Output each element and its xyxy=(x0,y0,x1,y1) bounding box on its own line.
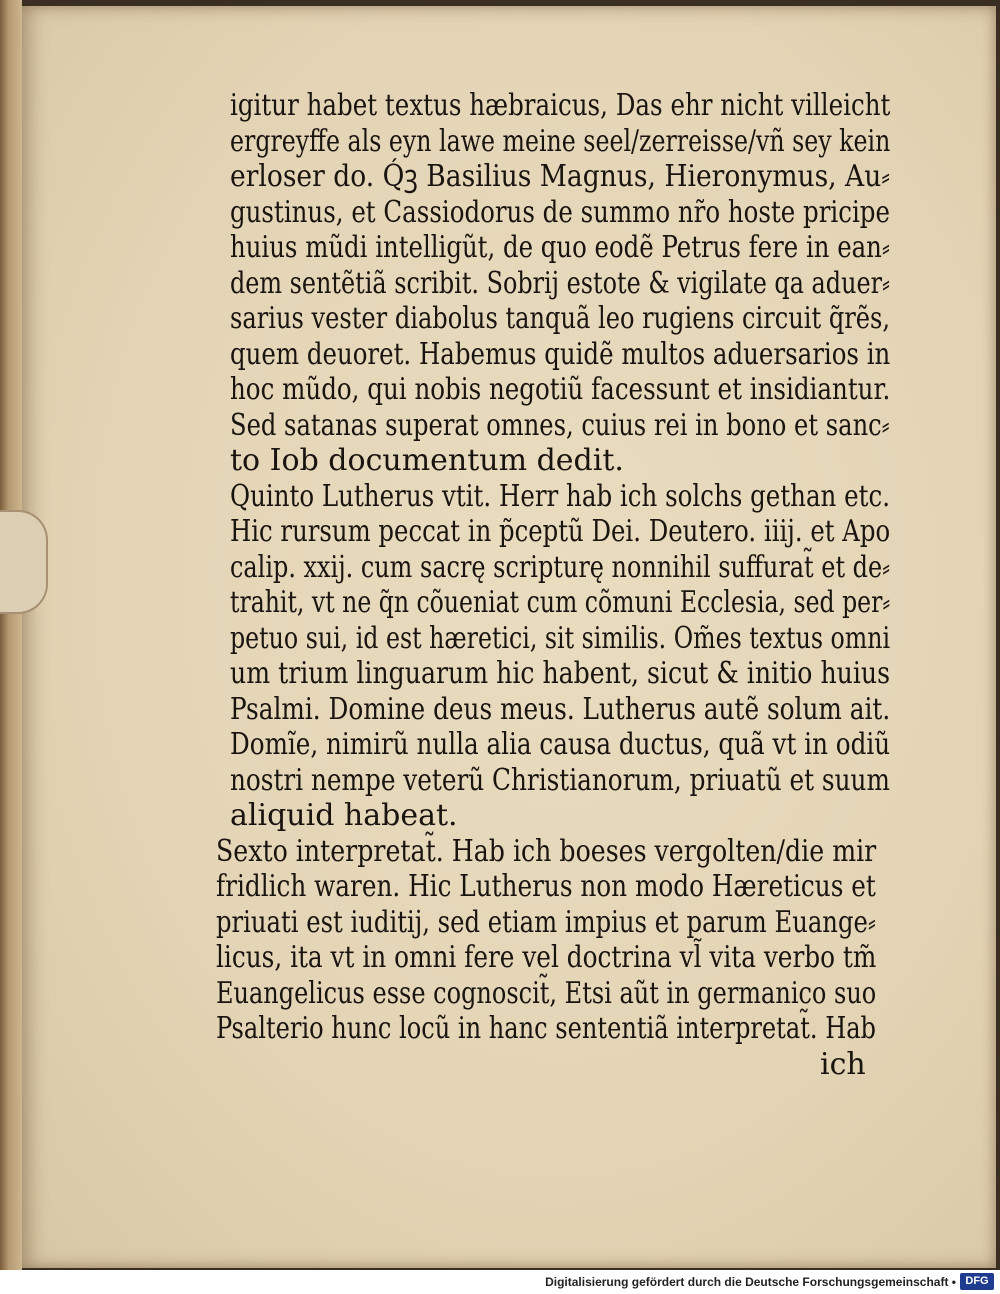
text-line: quem deuoret. Habemus quidẽ multos aduersarios in xyxy=(230,336,891,372)
text-line: aliquid habeat. xyxy=(230,798,458,833)
text-line: Psalterio hunc locũ in hanc sententiã interpretat̃. Hab xyxy=(216,1011,876,1046)
page-tab-marker xyxy=(0,510,48,614)
digitization-credit: Digitalisierung gefördert durch die Deutsche Forschungsgemeinschaft • xyxy=(545,1275,956,1289)
text-line: Euangelicus esse cognoscit̃, Etsi aũt in germanico suo xyxy=(216,975,877,1011)
footer-bar xyxy=(0,1270,1000,1294)
text-line: Psalmi. Domine deus meus. Lutherus autẽ solum ait. xyxy=(230,691,891,727)
text-line: um trium linguarum hic habent, sicut & initio huius xyxy=(230,656,891,691)
text-line: Domĩe, nimirũ nulla alia causa ductus, quã vt in odiũ xyxy=(230,727,891,762)
book-binding-edge xyxy=(0,0,22,1270)
text-line: petuo sui, id est hæretici, sit similis. Om̃es textus omni xyxy=(230,620,891,656)
text-line: hoc mũdo, qui nobis negotiũ facessunt et insidiantur. xyxy=(230,372,891,407)
text-line: to Iob documentum dedit. xyxy=(230,443,624,478)
text-line: ergreyffe als eyn lawe meine seel/zerreisse/vñ sey kein xyxy=(230,123,891,159)
dfg-logo: DFG xyxy=(960,1273,994,1290)
text-line: erloser do. Q́ꝫ Basilius Magnus, Hieronymus, Au⸗ xyxy=(230,159,891,194)
text-line: Sed satanas superat omnes, cuius rei in bono et sanc⸗ xyxy=(230,407,890,443)
text-line: sarius vester diabolus tanquã leo rugiens circuit q̃rẽs, xyxy=(230,301,891,336)
text-line: licus, ita vt in omni fere vel doctrina vl̃ vita verbo tm̃ xyxy=(216,940,877,975)
catchword: ich xyxy=(820,1046,866,1082)
text-line: calip. xxij. cum sacrę scripturę nonnihil suffurat̃ et de⸗ xyxy=(230,549,891,585)
text-line: Hic rursum peccat in p̃ceptũ Dei. Deutero. iiij. et Apo xyxy=(230,514,891,549)
page-text-block xyxy=(22,6,996,1268)
text-line: igitur habet textus hæbraicus, Das ehr nicht villeicht xyxy=(230,88,891,123)
text-line: priuati est iuditij, sed etiam impius et parum Euange⸗ xyxy=(216,904,876,940)
text-line: dem sentẽtiã scribit. Sobrij estote & vigilate qa aduer⸗ xyxy=(230,265,890,301)
text-line: fridlich waren. Hic Lutherus non modo Hæreticus et xyxy=(216,869,876,904)
book-page xyxy=(22,6,996,1268)
text-line: Sexto interpretat̃. Hab ich boeses vergolten/die mir xyxy=(216,833,877,869)
text-line: huius mũdi intelligũt, de quo eodẽ Petrus fere in ean⸗ xyxy=(230,230,891,265)
text-line: gustinus, et Cassiodorus de summo nr̃o hoste pricipe xyxy=(230,194,890,230)
text-line: nostri nempe veterũ Christianorum, priuatũ et suum xyxy=(230,762,890,798)
text-line: Quinto Lutherus vtit. Herr hab ich solchs gethan etc. xyxy=(230,478,891,514)
text-line: trahit, vt ne q̃n cõueniat cum cõmuni Ecclesia, sed per⸗ xyxy=(230,585,891,620)
